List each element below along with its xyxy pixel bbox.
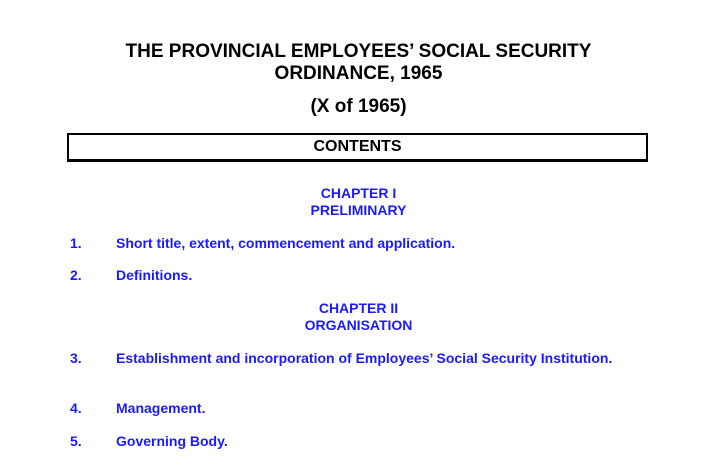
section-number: 3. [70,350,82,366]
section-link[interactable]: Definitions. [116,267,193,283]
document-title-line-1: THE PROVINCIAL EMPLOYEES’ SOCIAL SECURITY [125,41,592,62]
section-number: 1. [70,235,82,251]
section-link[interactable]: Governing Body. [116,433,228,449]
document-subtitle: (X of 1965) [310,96,407,117]
section-link[interactable]: Establishment and incorporation of Employees’ Social Security Institution. [116,350,613,366]
section-link[interactable]: Management. [116,400,206,416]
document-title-line-2: ORDINANCE, 1965 [274,63,443,84]
section-number: 5. [70,433,82,449]
contents-divider [67,161,648,162]
chapter-1-number[interactable]: CHAPTER I [320,185,397,201]
section-number: 2. [70,267,82,283]
section-link[interactable]: Short title, extent, commencement and application. [116,235,456,251]
chapter-1-name[interactable]: PRELIMINARY [310,202,407,218]
chapter-2-name[interactable]: ORGANISATION [304,317,413,333]
contents-heading: CONTENTS [67,133,648,161]
chapter-2-number[interactable]: CHAPTER II [318,300,399,316]
section-number: 4. [70,400,82,416]
